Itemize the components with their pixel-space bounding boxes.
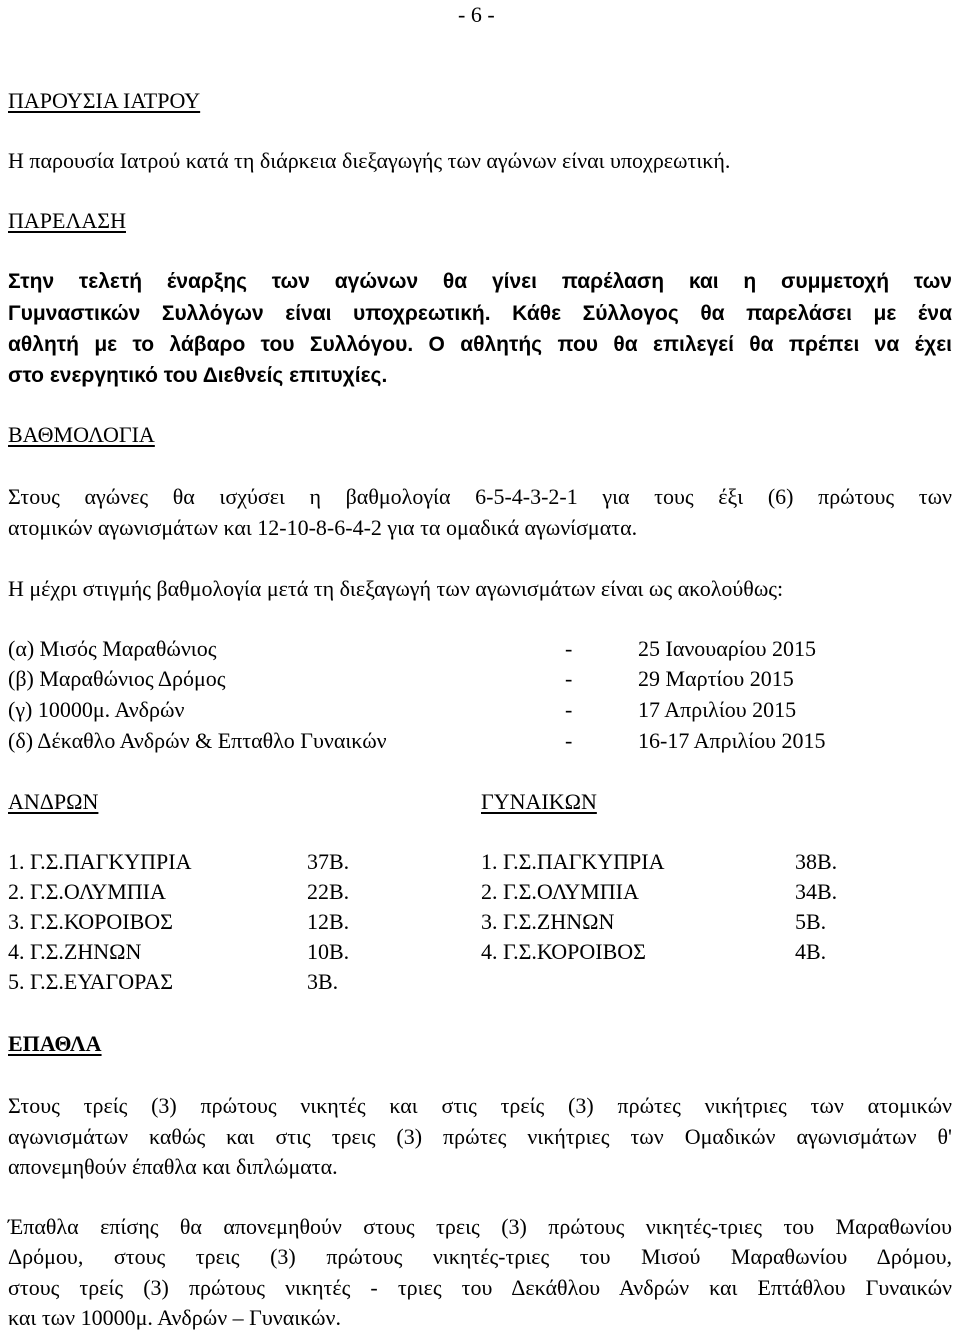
scoring-line: Στους αγώνες θα ισχύσει η βαθμολογία 6-5-4-3-2-1 για τους έξι (6) πρώτους των — [8, 484, 952, 509]
event-name: (δ) Δέκαθλο Ανδρών & Επταθλο Γυναικών — [8, 728, 387, 753]
parade-line: Γυμναστικών Συλλόγων είναι υποχρεωτική. Κάθε Σύλλογος θα παρελάσει με ένα — [8, 302, 952, 325]
doctor-heading: ΠΑΡΟΥΣΙΑ ΙΑΤΡΟΥ — [8, 88, 201, 113]
event-dash: - — [565, 636, 573, 661]
parade-line: αθλητή με το λάβαρο του Συλλόγου. Ο αθλητής που θα επιλεγεί θα πρέπει να έχει — [8, 333, 952, 356]
prizes-line: στους τρείς (3) πρώτους νικητές - τριες του Δεκάθλου Ανδρών και Επτάθλου Γυναικών — [8, 1275, 952, 1300]
standing-intro: Η μέχρι στιγμής βαθμολογία μετά τη διεξαγωγή των αγωνισμάτων είναι ως ακολούθως: — [8, 576, 784, 601]
women-points: 5Β. — [795, 909, 827, 934]
event-name: (γ) 10000μ. Ανδρών — [8, 697, 185, 722]
women-points: 34Β. — [795, 879, 838, 904]
men-club: 5. Γ.Σ.ΕΥΑΓΟΡΑΣ — [8, 969, 174, 994]
men-club: 2. Γ.Σ.ΟΛΥΜΠΙΑ — [8, 879, 166, 904]
men-points: 3Β. — [307, 969, 339, 994]
men-points: 22Β. — [307, 879, 350, 904]
event-dash: - — [565, 728, 573, 753]
parade-line: στο ενεργητικό του Διεθνείς επιτυχίες. — [8, 364, 388, 387]
event-date: 16-17 Απριλίου 2015 — [638, 728, 826, 753]
men-points: 10Β. — [307, 939, 350, 964]
men-club: 4. Γ.Σ.ΖΗΝΩΝ — [8, 939, 142, 964]
prizes-line: Δρόμου, στους τρεις (3) πρώτους νικητές-τριες του Μισού Μαραθωνίου Δρόμου, — [8, 1244, 952, 1269]
women-club: 4. Γ.Σ.ΚΟΡΟΙΒΟΣ — [481, 939, 646, 964]
event-name: (α) Μισός Μαραθώνιος — [8, 636, 217, 661]
scoring-heading: ΒΑΘΜΟΛΟΓΙΑ — [8, 422, 155, 447]
women-heading: ΓΥΝΑΙΚΩΝ — [481, 789, 597, 814]
scoring-line: ατομικών αγωνισμάτων και 12-10-8-6-4-2 για τα ομαδικά αγωνίσματα. — [8, 515, 638, 540]
event-date: 17 Απριλίου 2015 — [638, 697, 797, 722]
event-dash: - — [565, 697, 573, 722]
women-points: 4Β. — [795, 939, 827, 964]
women-club: 1. Γ.Σ.ΠΑΓΚΥΠΡΙΑ — [481, 849, 665, 874]
prizes-line: αγωνισμάτων καθώς και στις τρεις (3) πρώτες νικήτριες των Ομαδικών αγωνισμάτων θ' — [8, 1124, 952, 1149]
prizes-line: Στους τρείς (3) πρώτους νικητές και στις τρείς (3) πρώτες νικήτριες των ατομικών — [8, 1093, 952, 1118]
event-date: 25 Ιανουαρίου 2015 — [638, 636, 817, 661]
prizes-line: Έπαθλα επίσης θα απονεμηθούν στους τρεις (3) πρώτους νικητές-τριες του Μαραθωνίου — [8, 1214, 952, 1239]
men-points: 12Β. — [307, 909, 350, 934]
event-dash: - — [565, 666, 573, 691]
parade-heading: ΠΑΡΕΛΑΣΗ — [8, 208, 126, 233]
doctor-text: Η παρουσία Ιατρού κατά τη διάρκεια διεξαγωγής των αγώνων είναι υποχρεωτική. — [8, 148, 731, 173]
men-points: 37Β. — [307, 849, 350, 874]
parade-line: Στην τελετή έναρξης των αγώνων θα γίνει παρέλαση και η συμμετοχή των — [8, 270, 952, 293]
women-points: 38Β. — [795, 849, 838, 874]
page-number: - 6 - — [458, 2, 495, 27]
prizes-line: απονεμηθούν έπαθλα και διπλώματα. — [8, 1154, 338, 1179]
event-date: 29 Μαρτίου 2015 — [638, 666, 794, 691]
men-club: 3. Γ.Σ.ΚΟΡΟΙΒΟΣ — [8, 909, 173, 934]
prizes-line: και των 10000μ. Ανδρών – Γυναικών. — [8, 1305, 341, 1330]
event-name: (β) Μαραθώνιος Δρόμος — [8, 666, 226, 691]
women-club: 2. Γ.Σ.ΟΛΥΜΠΙΑ — [481, 879, 639, 904]
prizes-heading: ΕΠΑΘΛΑ — [8, 1031, 102, 1056]
women-club: 3. Γ.Σ.ΖΗΝΩΝ — [481, 909, 615, 934]
men-heading: ΑΝΔΡΩΝ — [8, 789, 99, 814]
men-club: 1. Γ.Σ.ΠΑΓΚΥΠΡΙΑ — [8, 849, 192, 874]
